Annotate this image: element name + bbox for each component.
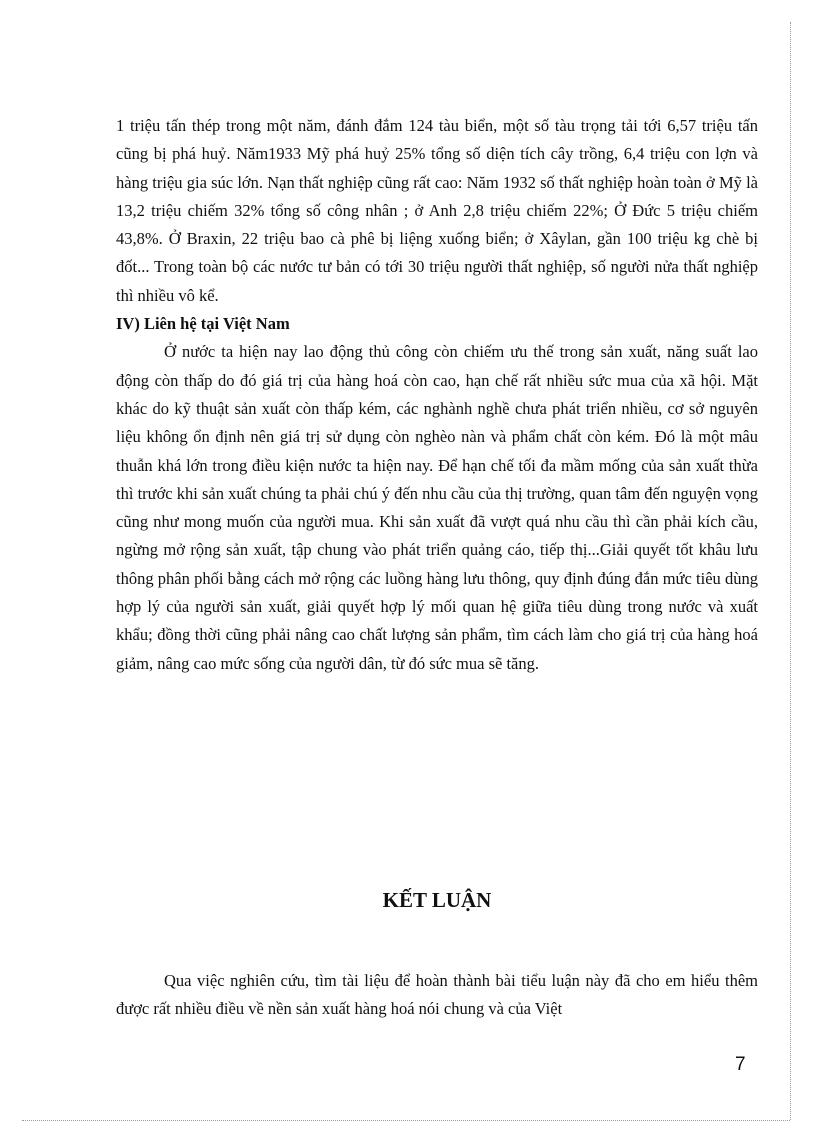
paragraph-continued: 1 triệu tấn thép trong một năm, đánh đắm 124 tàu biển, một số tàu trọng tải tới 6,57 triệu tấn cũng bị phá huỷ. Năm1933 Mỹ phá huỷ 25% tổng số diện tích cây trồng, 6,4 triệu con lợn và hàng triệu gia súc lớn. Nạn thất nghiệp cũng rất cao: Năm 1932 số thất nghiệp hoàn toàn ở Mỹ là 13,2 triệu chiếm 32% tổng số công nhân ; ở Anh 2,8 triệu chiếm 22%; Ở Đức 5 triệu chiếm 43,8%. Ở Braxin, 22 triệu bao cà phê bị liệng xuống biển; ở Xâylan, gần 100 triệu kg chè bị đốt... Trong toàn bộ các nước tư bản có tới 30 triệu người thất nghiệp, số người nửa thất nghiệp thì nhiều vô kể. xyxy=(116,116,758,305)
section-heading-vietnam: IV) Liên hệ tại Việt Nam xyxy=(116,314,290,334)
conclusion-title: KẾT LUẬN xyxy=(382,888,492,912)
conclusion-paragraph: Qua việc nghiên cứu, tìm tài liệu để hoàn thành bài tiểu luận này đã cho em hiểu thêm được rất nhiều điều về nền sản xuất hàng hoá nói chung và của Việt xyxy=(116,971,758,1019)
body-text xyxy=(116,112,758,678)
conclusion-text xyxy=(116,967,758,1024)
page-border-bottom xyxy=(22,1120,790,1121)
paragraph-vietnam: Ở nước ta hiện nay lao động thủ công còn chiếm ưu thế trong sản xuất, năng suất lao động còn thấp do đó giá trị của hàng hoá còn cao, hạn chế rất nhiều sức mua của xã hội. Mặt khác do kỹ thuật sản xuất còn thấp kém, các nghành nghề chưa phát triển nhiều, cơ sở nguyên liệu không ổn định nên giá trị sử dụng còn nghèo nàn và phẩm chất còn kém. Đó là một mâu thuẫn khá lớn trong điều kiện nước ta hiện nay. Để hạn chế tối đa mầm mống của sản xuất thừa thì trước khi sản xuất chúng ta phải chú ý đến nhu cầu của thị trường, quan tâm đến nguyện vọng cũng như mong muốn của người mua. Khi sản xuất đã vượt quá nhu cầu thì cần phải kích cầu, ngừng mở rộng sản xuất, tập chung vào phát triển quảng cáo, tiếp thị...Giải quyết tốt khâu lưu thông phân phối bằng cách mở rộng các luồng hàng lưu thông, quy định đúng đắn mức tiêu dùng hợp lý của người sản xuất, giải quyết hợp lý mối quan hệ giữa tiêu dùng trong nước và xuất khẩu; đồng thời cũng phải nâng cao chất lượng sản phẩm, tìm cách làm cho giá trị của hàng hoá giảm, nâng cao mức sống của người dân, từ đó sức mua sẽ tăng. xyxy=(116,342,758,673)
page-border-right xyxy=(790,22,791,1120)
page-number: 7 xyxy=(735,1054,746,1075)
